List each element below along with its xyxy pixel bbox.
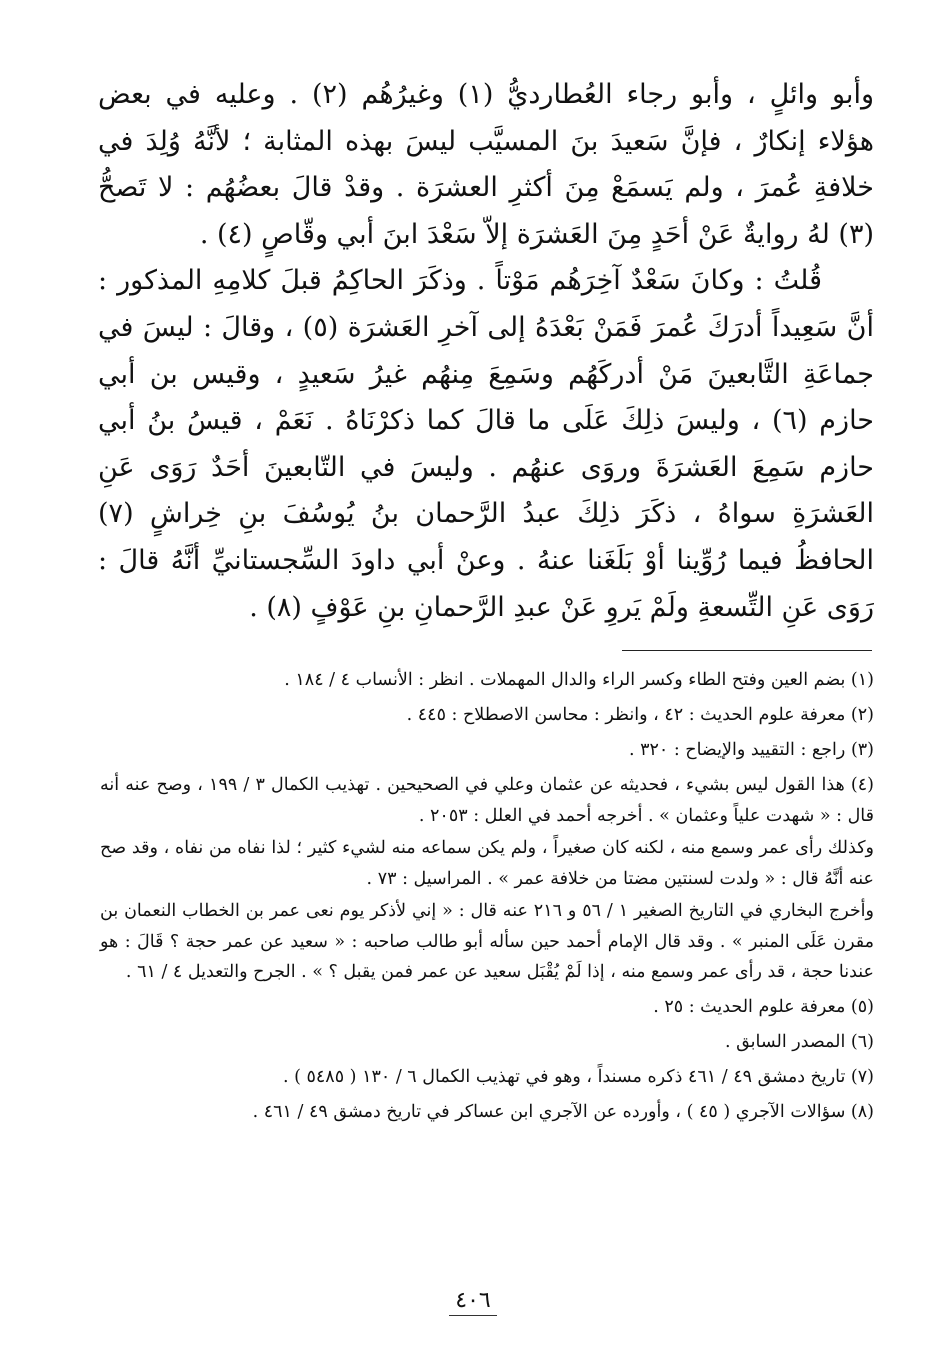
footnote-8: (٨) سؤالات الآجري ( ٤٥ ) ، وأورده عن الآجري ابن عساكر في تاريخ دمشق ٤٩ / ٤٦١ . <box>252 1102 874 1122</box>
footnote-1: (١) بضم العين وفتح الطاء وكسر الراء والدال المهملات . انظر : الأنساب ٤ / ١٨٤ . <box>284 670 874 690</box>
page-number <box>0 1288 946 1313</box>
footnotes <box>100 665 874 1132</box>
footnote-4-continued-1: وكذلك رأى عمر وسمع منه ، لكنه كان صغيراً ، ولم يكن سماعه منه لشيء كثير ؛ لذا نفاه من نفاه ، وقد صح عنه أنَّهُ قال : « ولدت لسنتين مضتا من خلافة عمر » . المراسيل : ٧٣ . <box>100 838 874 889</box>
footnote-4-continued-2: وأخرج البخاري في التاريخ الصغير ١ / ٥٦ و ٢١٦ عنه قال : « إني لأذكر يوم نعى عمر بن الخطاب النعمان بن مقرن عَلَى المنبر » . وقد قال الإمام أحمد حين سأله أبو طالب صاحبه : « سعيد عن عمر حجة ؟ قَالَ : هو عندنا حجة ، قد رأى عمر وسمع منه ، إذا لَمْ يُقْبَل سعيد عن عمر فمن يقبل ؟ » . الجرح والتعديل ٤ / ٦١ . <box>100 901 874 982</box>
footnote-separator-rule <box>622 650 872 651</box>
main-paragraph-2: قُلتُ : وكانَ سَعْدٌ آخِرَهُم مَوْتاً . وذكَرَ الحاكِمُ قبلَ كلامِهِ المذكور : أنَّ سَعِيداً أدرَكَ عُمرَ فَمَنْ بَعْدَهُ إلى آخرِ العَشرَة (٥) ، وقالَ : ليسَ في جماعَةِ التَّابعينَ مَنْ أدركَهُم وسَمِعَ مِنهُم غيرُ سَعيدٍ ، وقيس بن أبي حازم (٦) ، وليسَ ذلِكَ عَلَى ما قالَ كما ذكرْنَاهُ . نَعَمْ ، قيسُ بنُ أبي حازم سَمِعَ العَشرَةَ وروَى عنهُم . وليسَ في التّابعينَ أحَدٌ رَوَى عَنِ العَشرَةِ سواهُ ، ذكَرَ ذلِكَ عبدُ الرَّحمان بنُ يُوسُفَ بنِ خِراشٍ (٧) الحافظُ فيما رُوِّينا أوْ بَلَغَنا عنهُ . وعنْ أبي داودَ السِّجستانيِّ أنَّهُ قالَ : رَوَى عَنِ التِّسعةِ ولَمْ يَروِ عَنْ عبدِ الرَّحمانِ بنِ عَوْفٍ (٨) . <box>98 265 874 623</box>
footnote-6: (٦) المصدر السابق . <box>724 1032 874 1052</box>
footnote-4: (٤) هذا القول ليس بشيء ، فحديثه عن عثمان وعلي في الصحيحين . تهذيب الكمال ٣ / ١٩٩ ، وصح عنه أنه قال : « شهدت علياً وعثمان » . أخرجه أحمد في العلل : ٢٠٥٣ . <box>100 775 874 826</box>
main-text <box>98 72 874 631</box>
page-number-text: ٤٠٦ <box>449 1288 496 1316</box>
footnote-5: (٥) معرفة علوم الحديث : ٢٥ . <box>653 997 874 1017</box>
footnote-7: (٧) تاريخ دمشق ٤٩ / ٤٦١ ذكره مسنداً ، وهو في تهذيب الكمال ٦ / ١٣٠ ( ٥٤٨٥ ) . <box>282 1067 874 1087</box>
footnote-2: (٢) معرفة علوم الحديث : ٤٢ ، وانظر : محاسن الاصطلاح : ٤٤٥ . <box>406 705 874 725</box>
footnote-3: (٣) راجع : التقييد والإيضاح : ٣٢٠ . <box>628 740 874 760</box>
main-paragraph-1: وأبو وائلٍ ، وأبو رجاء العُطارديُّ (١) وغيرُهُم (٢) . وعليه في بعض هؤلاء إنكارٌ ، فإنَّ سَعيدَ بنَ المسيَّب ليسَ بهذه المثابة ؛ لأنَّهُ وُلِدَ في خلافةِ عُمرَ ، ولم يَسمَعْ مِنَ أكثرِ العشرَة . وقدْ قالَ بعضُهُم : لا تَصحُّ (٣) لهُ روايةٌ عَنْ أحَدٍ مِنَ العَشرَة إلاّ سَعْدَ ابنَ أبي وقّاصٍ (٤) . <box>98 79 874 250</box>
